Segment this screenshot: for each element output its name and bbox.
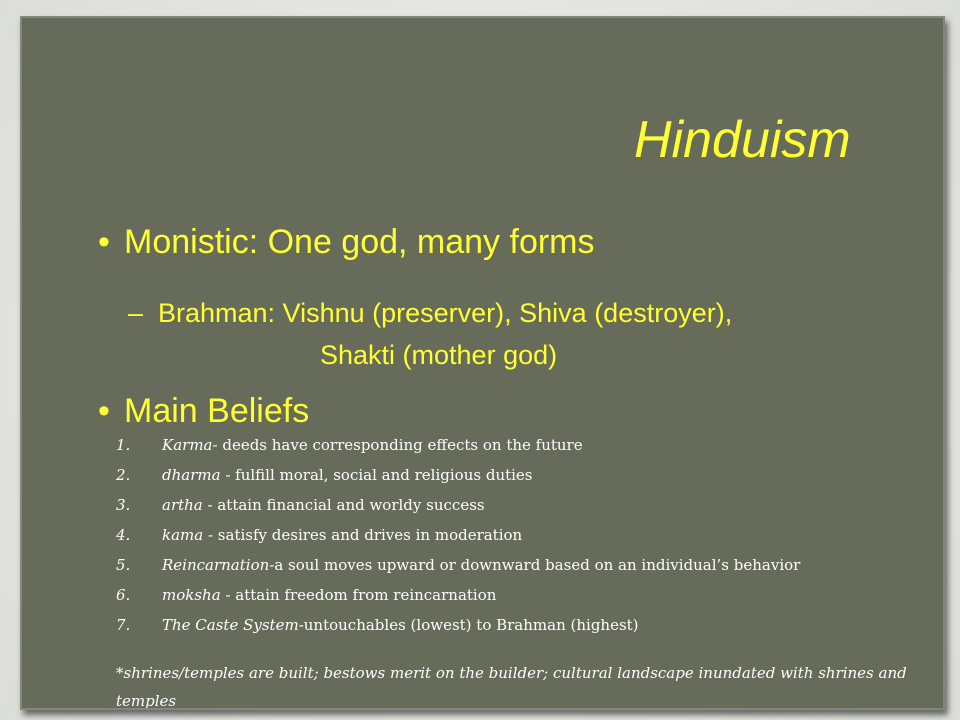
bullet-main-beliefs-text: Main Beliefs: [124, 392, 310, 430]
bullet-dot: •: [98, 223, 110, 261]
subbullet-dash: –: [128, 298, 144, 328]
bullet-main-beliefs: [98, 392, 310, 431]
bullet-monistic-text: Monistic: One god, many forms: [124, 223, 595, 261]
subbullet-brahman: [128, 292, 733, 334]
bullet-monistic: [98, 223, 595, 262]
footnote: *shrines/temples are built; bestows merit on the builder; cultural landscape inundated with shrines and temples: [116, 664, 907, 710]
subbullet-brahman-cont: [320, 334, 557, 376]
slide: Hinduism • Monistic: One god, many forms – Brahman: Vishnu (preserver), Shiva (destroyer), Shakti (mother god) • Main Beliefs 1. Karma- deeds have corresponding effects on the future 2. dharma - fulfill moral, social and religious duties 3. artha - attain financial and worldy success 4. kama - satisfy desires and drives in moderation 5. Reincarnation-a soul moves upward or downward based on an individual’s behavior 6. moksha - attain freedom from reincarnation 7. The Caste System-untouchables (lowest) to Brahman (highest) *shrines/temples are built; bestows merit on the builder; cultural landscape inundated with shrines and temples: [20, 16, 945, 710]
subbullet-brahman-line2: Shakti (mother god): [320, 340, 558, 370]
bullet-dot: •: [98, 392, 110, 430]
slide-title: Hinduism: [634, 111, 851, 169]
subbullet-brahman-line1: Brahman: Vishnu (preserver), Shiva (destroyer),: [158, 298, 733, 328]
